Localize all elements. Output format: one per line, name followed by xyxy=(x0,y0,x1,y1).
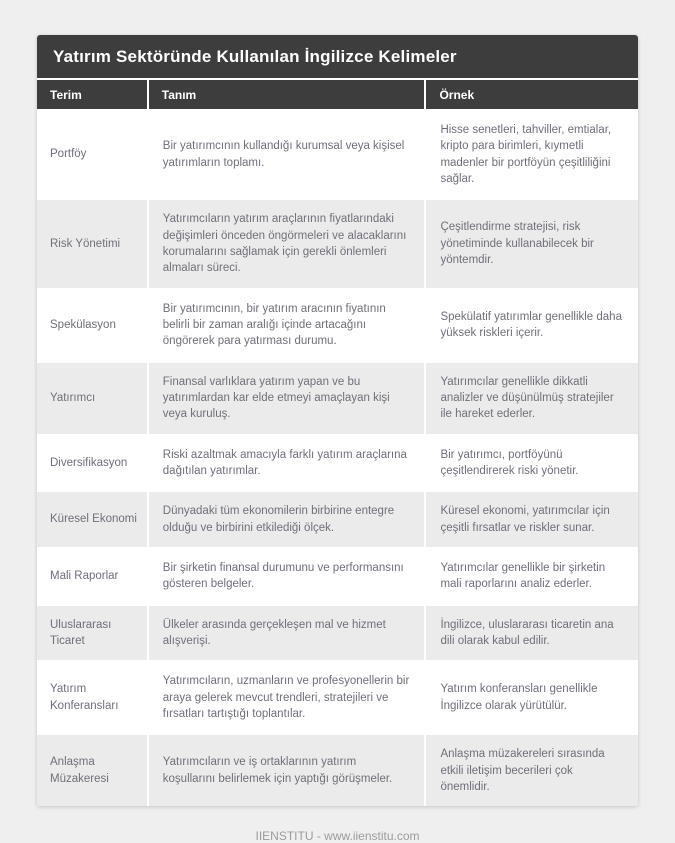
definition-cell: Yatırımcıların, uzmanların ve profesyonellerin bir araya gelerek mevcut trendleri, stratejileri ve fırsatları tartıştığı toplantılar. xyxy=(149,662,427,735)
definition-cell: Ülkeler arasında gerçekleşen mal ve hizmet alışverişi. xyxy=(149,606,427,663)
example-cell: Yatırımcılar genellikle bir şirketin mali raporlarını analiz ederler. xyxy=(426,549,638,606)
term-cell: Anlaşma Müzakeresi xyxy=(37,735,149,806)
header-row xyxy=(37,80,638,111)
table-row xyxy=(37,200,638,289)
definition-cell: Yatırımcıların yatırım araçlarının fiyatlarındaki değişimleri önceden öngörmeleri ve alacaklarını korumalarını sağlamak için gerekli önlemleri almaları süreci. xyxy=(149,200,427,289)
term-cell: Risk Yönetimi xyxy=(37,200,149,289)
definition-cell: Bir yatırımcının kullandığı kurumsal veya kişisel yatırımların toplamı. xyxy=(149,111,427,200)
example-cell: Bir yatırımcı, portföyünü çeşitlendirerek riski yönetir. xyxy=(426,436,638,493)
column-header-term: Terim xyxy=(37,80,149,111)
table-row xyxy=(37,436,638,493)
table-row xyxy=(37,662,638,735)
term-cell: Yatırımcı xyxy=(37,363,149,436)
table-body xyxy=(37,111,638,806)
column-header-definition: Tanım xyxy=(149,80,427,111)
definition-cell: Dünyadaki tüm ekonomilerin birbirine entegre olduğu ve birbirini etkilediği ölçek. xyxy=(149,492,427,549)
footer-text: IIENSTITU - www.iienstitu.com xyxy=(255,829,420,843)
example-cell: İngilizce, uluslararası ticaretin ana dili olarak kabul edilir. xyxy=(426,606,638,663)
definition-cell: Bir şirketin finansal durumunu ve performansını gösteren belgeler. xyxy=(149,549,427,606)
example-cell: Anlaşma müzakereleri sırasında etkili iletişim becerileri çok önemlidir. xyxy=(426,735,638,806)
definition-cell: Finansal varlıklara yatırım yapan ve bu yatırımlardan kar elde etmeyi amaçlayan kişi veya kuruluş. xyxy=(149,363,427,436)
table-row xyxy=(37,363,638,436)
definition-cell: Bir yatırımcının, bir yatırım aracının fiyatının belirli bir zaman aralığı içinde artacağını öngörerek para yatırması durumu. xyxy=(149,290,427,363)
table-row xyxy=(37,735,638,806)
table-row xyxy=(37,492,638,549)
table-row xyxy=(37,290,638,363)
table-row xyxy=(37,111,638,200)
page-title: Yatırım Sektöründe Kullanılan İngilizce Kelimeler xyxy=(37,35,638,78)
term-cell: Diversifikasyon xyxy=(37,436,149,493)
example-cell: Hisse senetleri, tahviller, emtialar, kripto para birimleri, kıymetli madenler bir portföyün çeşitliliğini sağlar. xyxy=(426,111,638,200)
vocabulary-card xyxy=(37,35,638,806)
definition-cell: Yatırımcıların ve iş ortaklarının yatırım koşullarını belirlemek için yaptığı görüşmeler. xyxy=(149,735,427,806)
example-cell: Spekülatif yatırımlar genellikle daha yüksek riskleri içerir. xyxy=(426,290,638,363)
example-cell: Küresel ekonomi, yatırımcılar için çeşitli fırsatlar ve riskler sunar. xyxy=(426,492,638,549)
term-cell: Uluslararası Ticaret xyxy=(37,606,149,663)
term-cell: Portföy xyxy=(37,111,149,200)
example-cell: Yatırımcılar genellikle dikkatli analizler ve düşünülmüş stratejiler ile hareket ederler. xyxy=(426,363,638,436)
term-cell: Küresel Ekonomi xyxy=(37,492,149,549)
column-header-example: Örnek xyxy=(426,80,638,111)
definition-cell: Riski azaltmak amacıyla farklı yatırım araçlarına dağıtılan yatırımlar. xyxy=(149,436,427,493)
term-cell: Mali Raporlar xyxy=(37,549,149,606)
term-cell: Spekülasyon xyxy=(37,290,149,363)
table-row xyxy=(37,606,638,663)
table-header xyxy=(37,80,638,111)
example-cell: Çeşitlendirme stratejisi, risk yönetiminde kullanabilecek bir yöntemdir. xyxy=(426,200,638,289)
example-cell: Yatırım konferansları genellikle İngilizce olarak yürütülür. xyxy=(426,662,638,735)
terms-table xyxy=(37,80,638,806)
table-row xyxy=(37,549,638,606)
term-cell: Yatırım Konferansları xyxy=(37,662,149,735)
